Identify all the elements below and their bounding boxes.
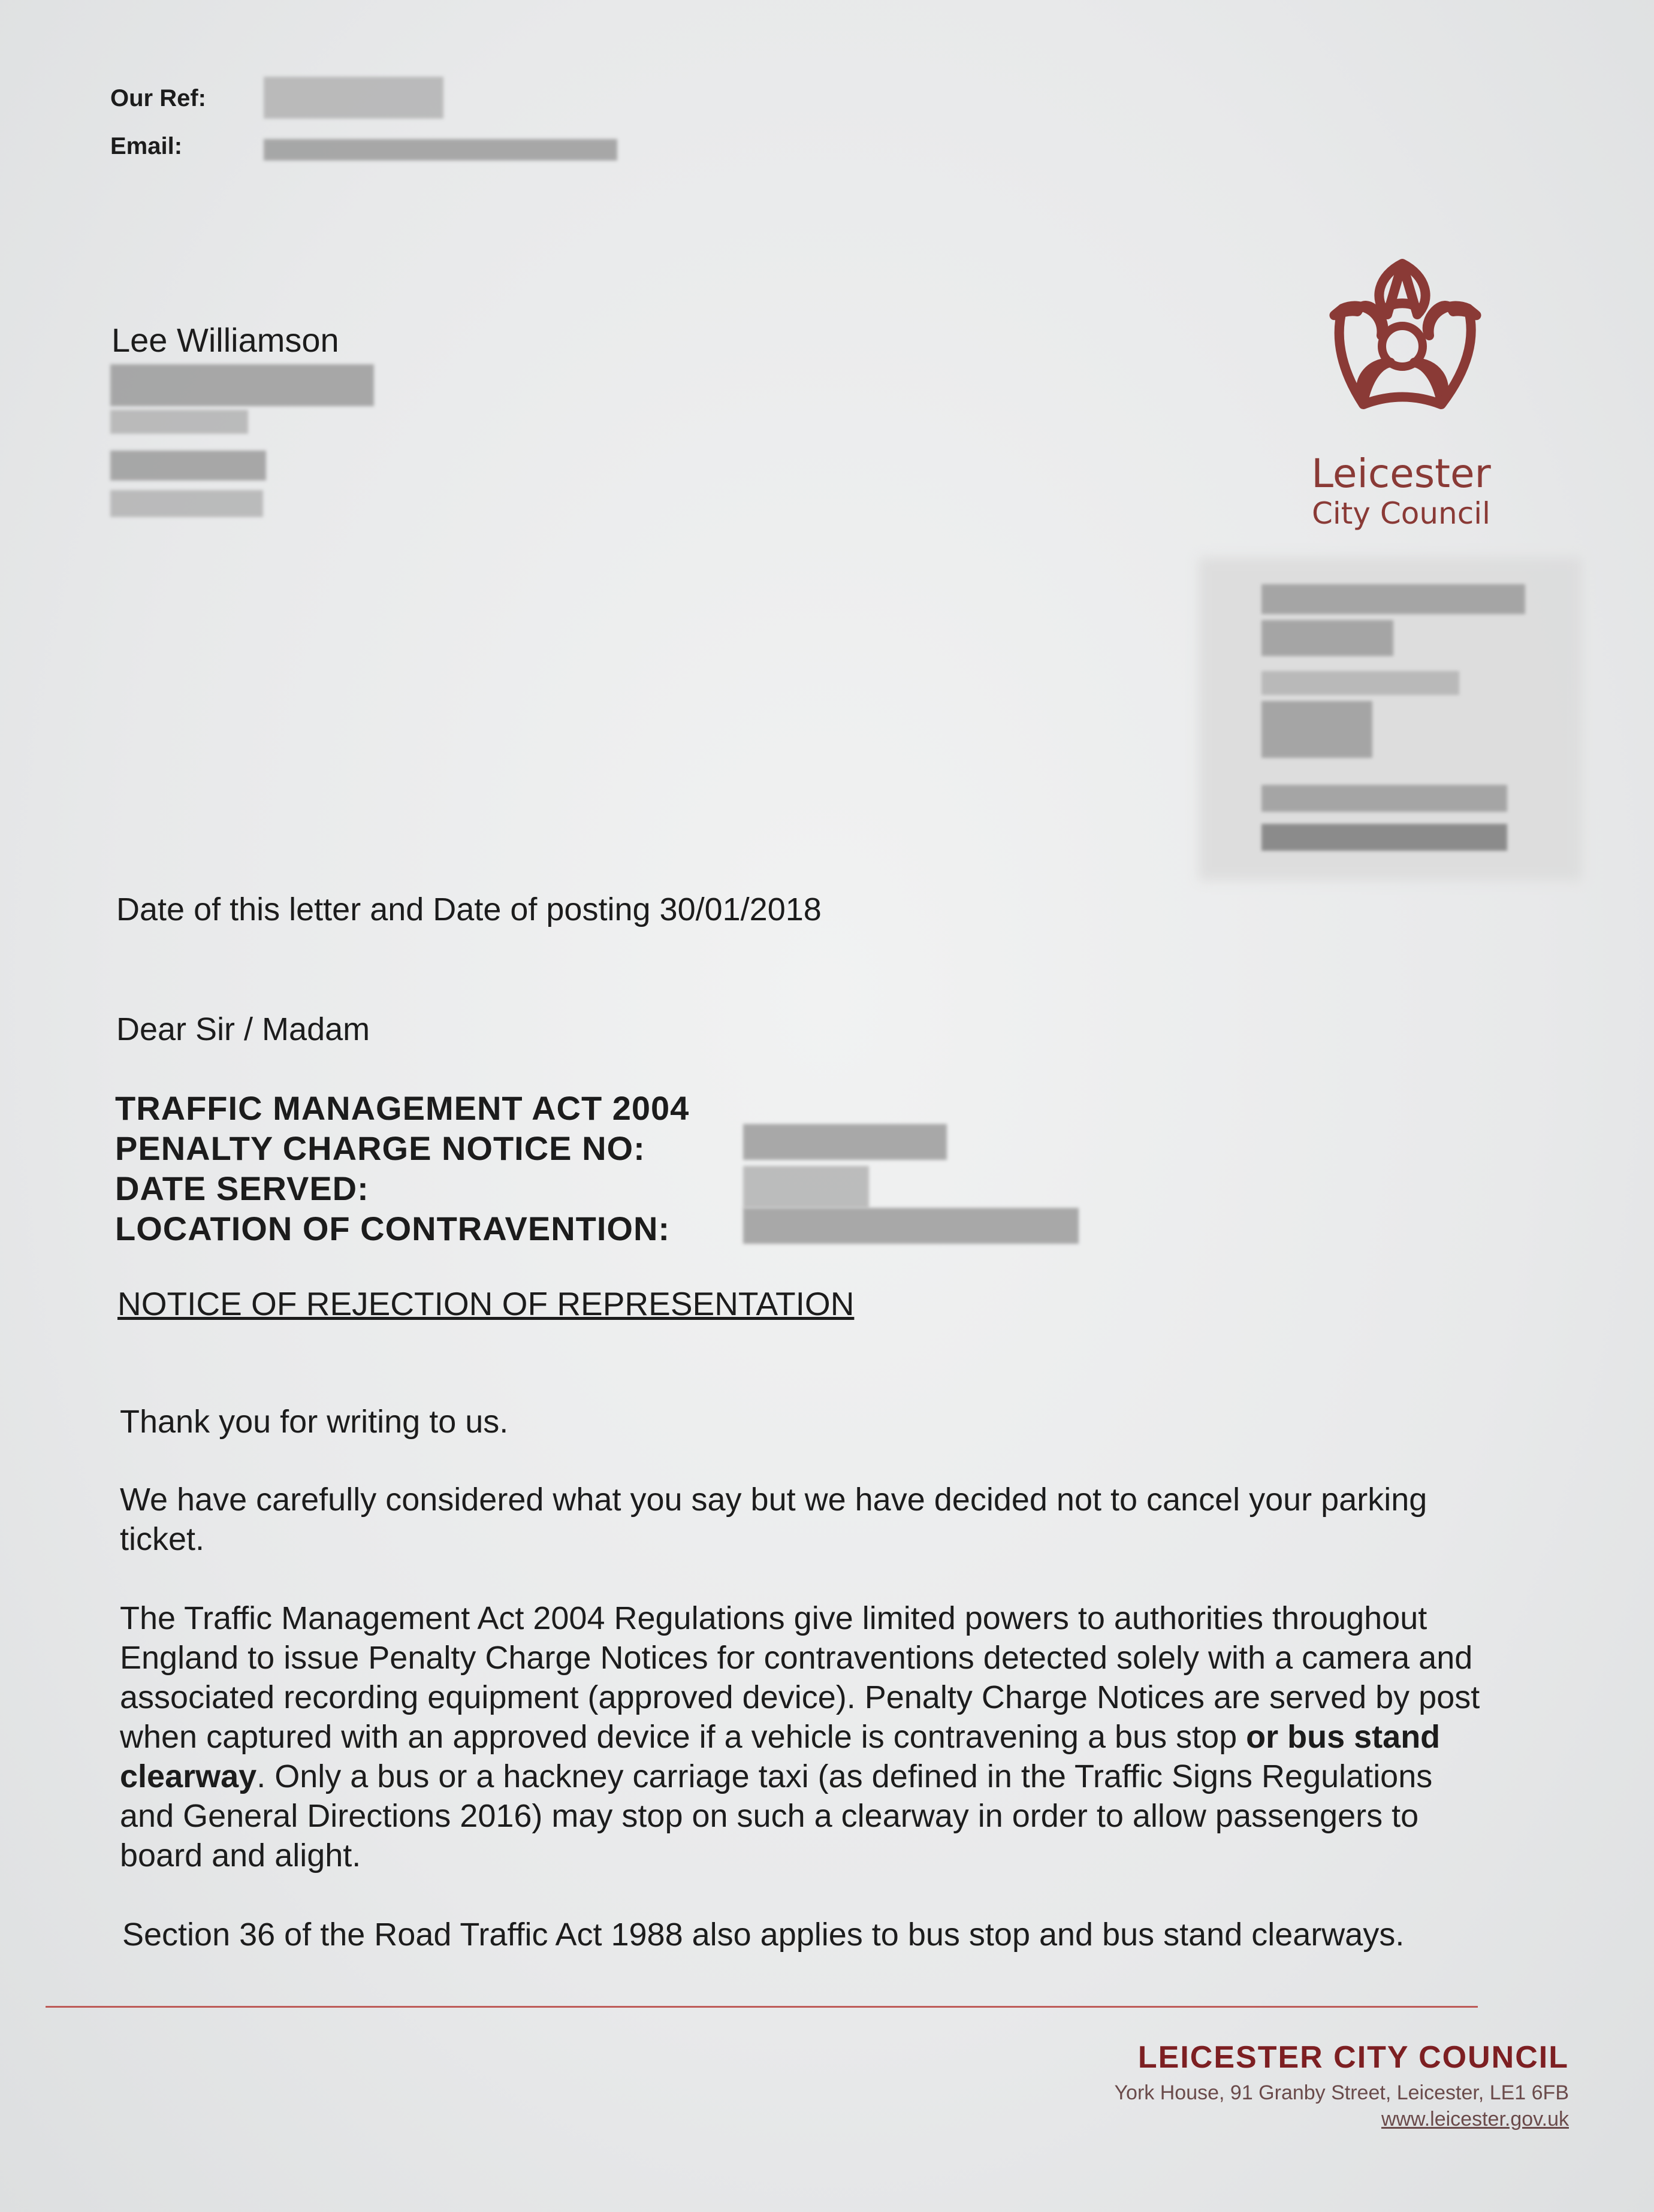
footer-rule (46, 2006, 1478, 2008)
heading-pcn-no: PENALTY CHARGE NOTICE NO: (115, 1129, 645, 1167)
redacted-contact-line6 (1261, 824, 1507, 851)
paragraph-regulations-bold: or bus stand clearway (120, 1719, 1441, 1794)
redacted-address-line3 (110, 451, 266, 481)
footer-org-name: LEICESTER CITY COUNCIL (1137, 2040, 1569, 2075)
redacted-address-line2 (110, 410, 248, 434)
email-label: Email: (110, 133, 183, 159)
footer-website-link[interactable]: www.leicester.gov.uk (1381, 2108, 1569, 2131)
paragraph-decision: We have carefully considered what you say but we have decided not to cancel your parking ticket. (120, 1482, 1427, 1557)
our-ref-label: Our Ref: (110, 85, 206, 111)
redacted-contact-line3 (1261, 671, 1459, 695)
heading-location: LOCATION OF CONTRAVENTION: (115, 1210, 671, 1247)
paragraph-regulations-text-1: The Traffic Management Act 2004 Regulations give limited powers to authorities throughout England to issue Penalty Charge Notices for contraventions detected solely with a camera and associated recording equipment (approved device). Penalty Charge Notices are served by post when captured with an approved device if a vehicle is contravening a bus stop (120, 1600, 1480, 1755)
rose-icon (1306, 252, 1498, 431)
redacted-address-line1 (110, 364, 374, 406)
heading-date-served: DATE SERVED: (115, 1170, 369, 1207)
paragraph-regulations (120, 1598, 1480, 1875)
logo-text-leicester: Leicester (1311, 451, 1491, 497)
paragraph-section-36: Section 36 of the Road Traffic Act 1988 also applies to bus stop and bus stand clearways. (122, 1917, 1405, 1953)
footer-address: York House, 91 Granby Street, Leicester, LE1 6FB (1114, 2081, 1569, 2104)
redacted-contact-line1 (1261, 584, 1525, 614)
letter-date-line: Date of this letter and Date of posting 30/01/2018 (116, 892, 822, 927)
redacted-pcn-number (743, 1124, 947, 1160)
redacted-contact-line2 (1261, 620, 1393, 656)
recipient-name: Lee Williamson (111, 321, 339, 359)
council-logo (1306, 252, 1498, 419)
heading-act: TRAFFIC MANAGEMENT ACT 2004 (115, 1089, 690, 1127)
redacted-ref (264, 77, 443, 119)
redacted-contact-line5 (1261, 785, 1507, 812)
paragraph-thanks: Thank you for writing to us. (120, 1404, 509, 1440)
heading-block (115, 1088, 689, 1249)
salutation: Dear Sir / Madam (116, 1011, 370, 1047)
redacted-email (264, 139, 617, 161)
redacted-address-line4 (110, 490, 263, 517)
paragraph-regulations-text-2: . Only a bus or a hackney carriage taxi (as defined in the Traffic Signs Regulations and General Directions 2016) may stop on such a clearway in order to allow passengers to board and alight. (120, 1758, 1433, 1873)
redacted-location (743, 1208, 1079, 1244)
logo-text-city-council: City Council (1311, 496, 1491, 531)
redacted-date-served (743, 1166, 869, 1208)
notice-title: NOTICE OF REJECTION OF REPRESENTATION (117, 1285, 855, 1322)
redacted-contact-line4 (1261, 701, 1372, 758)
